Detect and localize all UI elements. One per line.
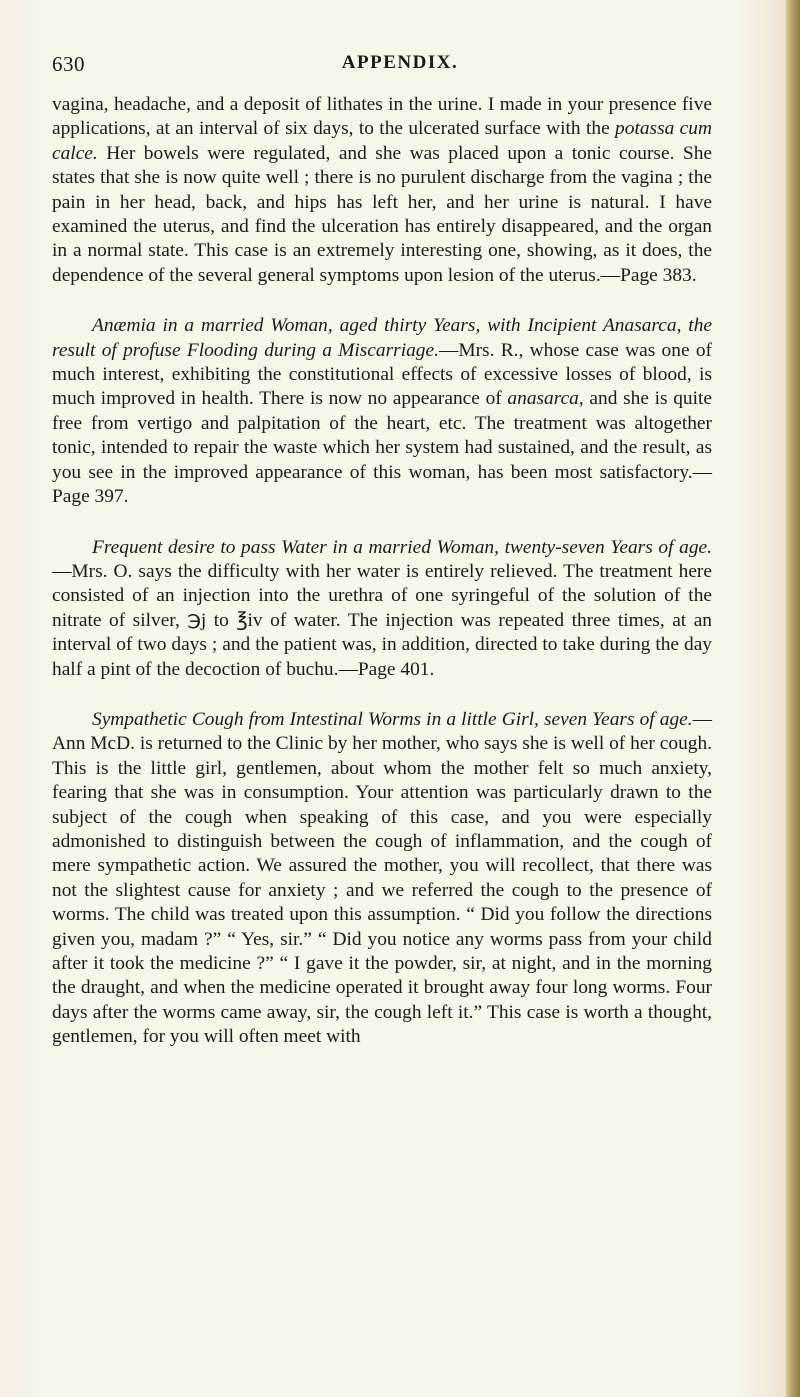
text-segment: —Mrs. R., whose case was one of much interest, exhibiting the constitutional effects of excessive losses of blood, is much improved in health. There is now no appearance of: [52, 339, 712, 410]
paragraph-sympathetic-cough-case: [52, 708, 712, 1050]
text-segment: Her bowels were regulated, and she was placed upon a tonic course. She states that she is now quite well ; there is no purulent discharge from the vagina ; the pain in her head, back, and hips has left her, and her urine is natural. I have examined the uterus, and find the ulceration has entirely disappeared, and the organ in a normal state. This case is an extremely interesting one, showing, as it does, the dependence of the several general symptoms upon lesion of the uterus.—Page 383.: [52, 142, 712, 286]
paragraph-frequent-desire-case: [52, 536, 712, 682]
text-segment: —Ann McD. is returned to the Clinic by her mother, who says she is well of her cough. This is the little girl, gentlemen, about whom the mother felt so much anxiety, fearing that she was in consumption. Your attention was particularly drawn to the subject of the cough when speaking of this case, and you were especially admonished to distinguish between the cough of inflammation, and the cough of mere sympathetic action. We assured the mother, you will recollect, that there was not the slightest cause for anxiety ; and we referred the cough to the presence of worms. The child was treated upon this assumption. “ Did you follow the directions given you, madam ?” “ Yes, sir.” “ Did you notice any worms pass from your child after it took the medicine ?” “ I gave it the powder, sir, at night, and in the morning the draught, and when the medicine operated it brought away four long worms. Four days after the worms came away, sir, the cough left it.” This case is worth a thought, gentlemen, for you will often meet with: [52, 708, 712, 1048]
page-header: [52, 48, 748, 82]
italic-text-segment: anasarca,: [507, 388, 584, 410]
italic-text-segment: Frequent desire to pass Water in a married Woman, twenty-seven Years of age.: [92, 536, 712, 558]
page-number: 630: [52, 52, 85, 76]
running-head: APPENDIX.: [341, 52, 459, 73]
text-segment: and she is quite free from vertigo and palpitation of the heart, etc. The treatment was altogether tonic, intended to repair the waste which her system had sustained, and the result, as you see in the improved appearance of this woman, has been most satisfactory.—Page 397.: [52, 388, 713, 508]
italic-text-segment: Anæmia in a married Woman, aged thirty Years, with Incipient Anasarca, the result of profuse Flooding during a Miscarriage.: [52, 315, 712, 361]
page-edge: [786, 0, 800, 1397]
italic-text-segment: potassa cum calce.: [52, 118, 712, 164]
italic-text-segment: Sympathetic Cough from Intestinal Worms in a little Girl, seven Years of age.: [92, 708, 693, 730]
page-body: [52, 93, 712, 1076]
paragraph-continuation: [52, 93, 712, 288]
text-segment: vagina, headache, and a deposit of lithates in the urine. I made in your presence five applications, at an interval of six days, to the ulcerated surface with the: [52, 94, 712, 140]
text-segment: —Mrs. O. says the difficulty with her water is entirely relieved. The treatment here consisted of an injection into the urethra of one syringeful of the solution of the nitrate of silver, ℈j to ℥iv of water. The injection was repeated three times, at an interval of two days ; and the patient was, in addition, directed to take during the day half a pint of the decoction of buchu.—Page 401.: [52, 560, 712, 680]
paragraph-anaemia-case: [52, 314, 712, 509]
